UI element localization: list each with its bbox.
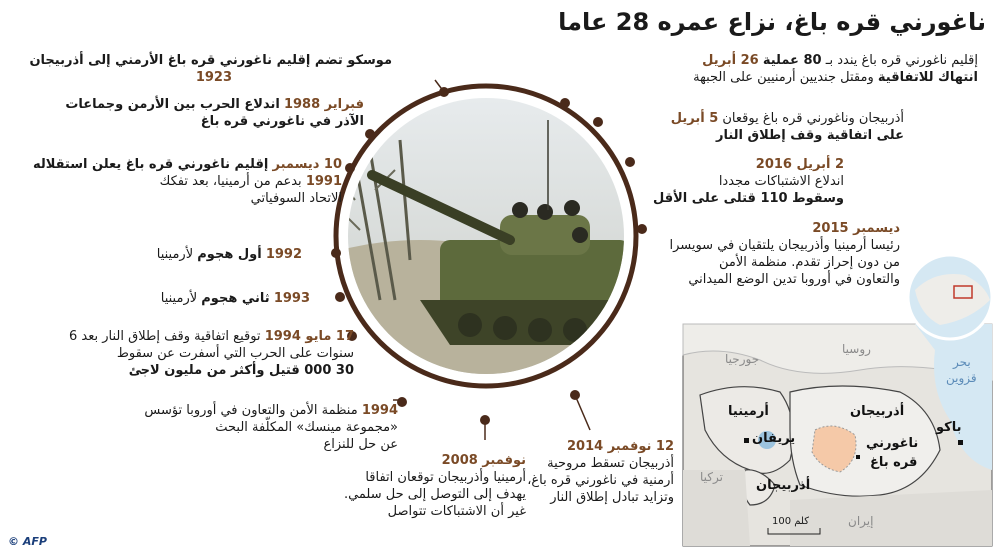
map-label-nk: ناغورني (866, 436, 919, 451)
map-label-yerevan: يريفان (752, 431, 796, 446)
locator-globe (908, 255, 992, 339)
map-scale: 100 كلم (772, 516, 809, 527)
event-1993: 1993 ثاني هجوم لأرمينيا (160, 291, 310, 306)
event-dec-1991: 10 ديسمبر إقليم ناغورني قره باغ يعلن استقلاله 1991 بدعم من أرمينيا، بعد تفكك الاتحاد السوفياتي (32, 157, 342, 206)
event-apr-5: أذربيجان وناغورني قره باغ يوقعان 5 أبريل على اتفاقية وقف إطلاق النار (670, 111, 904, 143)
map-label-azerbaijan2: أذربيجان (756, 478, 811, 493)
map-label-caspian: بحر (953, 355, 971, 369)
event-feb-1988: فبراير 1988 اندلاع الحرب بين الأرمن وجماعات الآذر في ناغورني قره باغ (65, 97, 364, 129)
event-1923: موسكو تضم إقليم ناغورني قره باغ الأرمني إلى أذربيجان 1923 (29, 53, 392, 85)
map-label-turkey: تركيا (700, 470, 723, 484)
event-apr-2-2016: 2 أبريل 2016 اندلاع الاشتباكات مجددا وسقوط 110 قتلى على الأقل (653, 157, 844, 206)
event-1992: 1992 أول هجوم لأرمينيا (156, 247, 302, 262)
map-label-baku: باكو (936, 420, 962, 435)
event-apr-26: إقليم ناغورني قره باغ يندد بـ 80 عملية 26 أبريل انتهاك للاتفاقية ومقتل جنديين أرمنيين على الجبهة (693, 53, 978, 85)
map-label-armenia: أرمينيا (728, 404, 769, 419)
map-label-iran: إيران (848, 514, 874, 528)
map-label-nk2: قره باغ (870, 455, 918, 470)
map-label-azerbaijan: أذربيجان (850, 404, 905, 419)
map-label-georgia: جورجيا (725, 352, 760, 366)
map-label-caspian2: قزوين (946, 371, 977, 385)
page-title: ناغورني قره باغ، نزاع عمره 28 عاما (558, 8, 986, 36)
event-dec-2015: ديسمبر 2015 رئيسا أرمينيا وأذربيجان يلتقيان في سويسرا من دون إحراز تقدم. منظمة الأمن والتعاون في أوروبا تدين الوضع الميداني (669, 221, 900, 287)
event-may-1994: 17 مايو 1994 توقيع اتفاقية وقف إطلاق النار بعد 6 سنوات على الحرب التي أسفرت عن سقوط 30 000 قتيل وأكثر من مليون لاجئ (69, 329, 354, 378)
event-nov-2008: نوفمبر 2008 أرمينيا وأذربيجان توقعان اتفاقا يهدف إلى التوصل إلى حل سلمي. غير أن الاشتباكات تتواصل (343, 453, 526, 519)
event-1994-minsk: 1994 منظمة الأمن والتعاون في أوروبا تؤسس «مجموعة مينسك» المكلّفة البحث عن حل للنزاع (144, 403, 398, 452)
map-label-russia: روسيا (842, 342, 871, 356)
afp-logo: © AFP (8, 535, 47, 548)
event-nov-2014: 12 نوفمبر 2014 أذربيجان تسقط مروحية أرمنية في ناغورني قره باغ، وتزايد تبادل إطلاق النار (527, 439, 674, 505)
